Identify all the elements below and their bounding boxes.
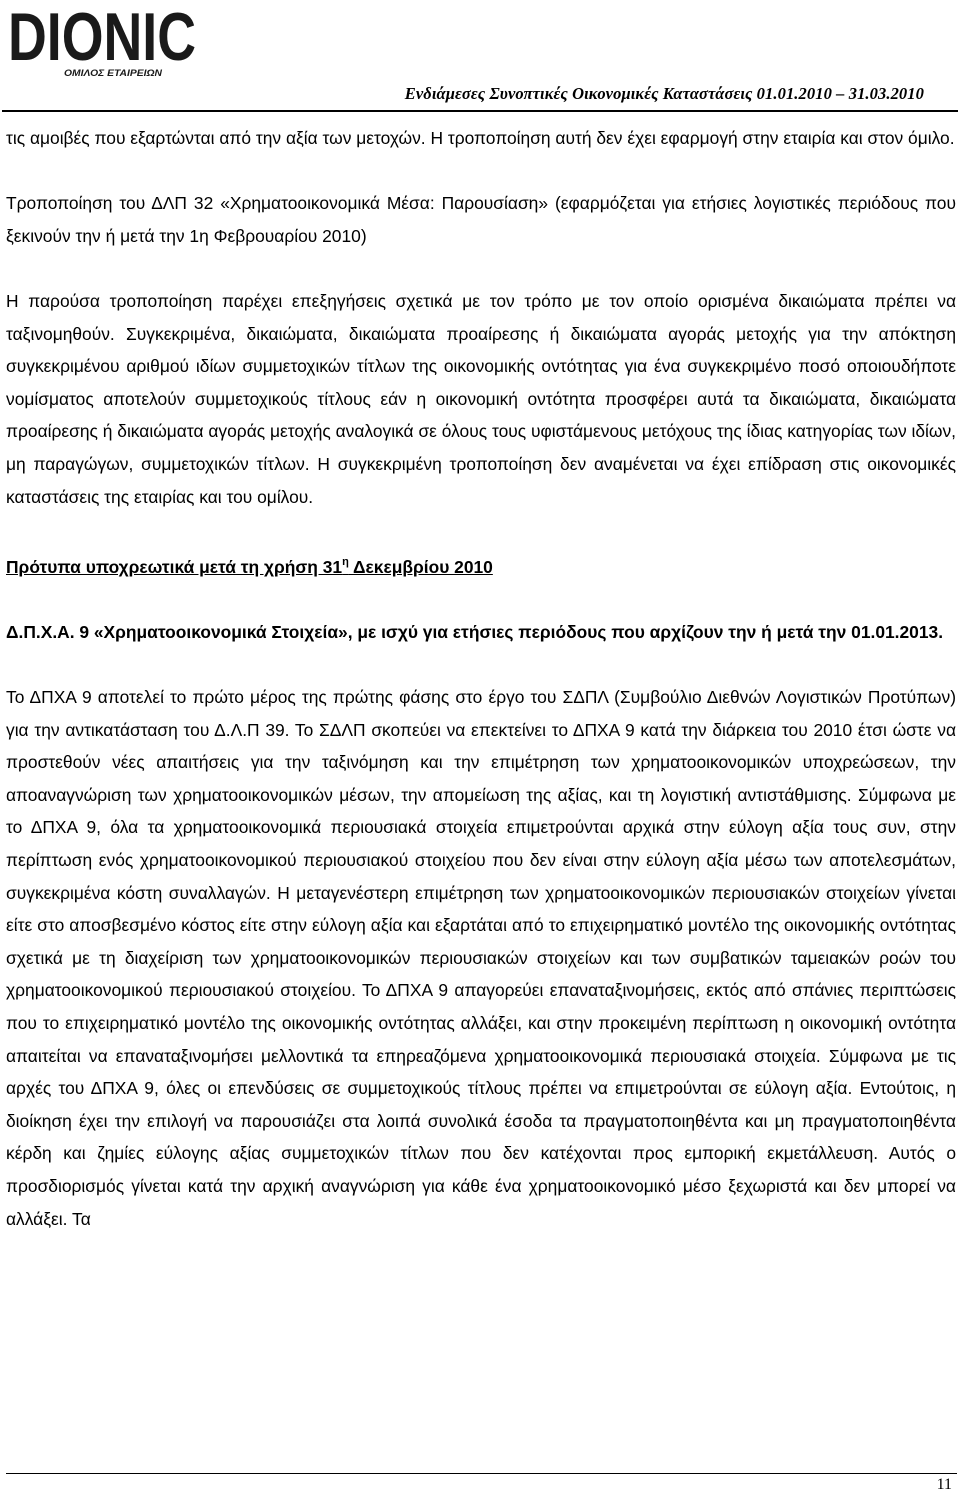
section-heading: [6, 546, 956, 584]
continuation-paragraph: τις αμοιβές που εξαρτώνται από την αξία των μετοχών. Η τροποποίηση αυτή δεν έχει εφαρμογή στην εταιρία και στον όμιλο.: [6, 128, 955, 148]
amendment-heading: Τροποποίηση του ΔΛΠ 32 «Χρηματοοικονομικά Μέσα: Παρουσίαση» (εφαρμόζεται για ετήσιες λογιστικές περιόδους που ξεκινούν την ή μετά την 1η Φεβρουαρίου 2010): [6, 193, 956, 246]
header-divider: [2, 110, 958, 112]
section-heading-superscript: η: [342, 555, 349, 568]
section-heading-text: Πρότυπα υποχρεωτικά μετά τη χρήση 31: [6, 556, 343, 577]
page-number: 11: [936, 1476, 952, 1493]
dionic-logo: [6, 2, 206, 80]
logo-subtitle: ΟΜΙΛΟΣ ΕΤΑΙΡΕΙΩΝ: [64, 68, 164, 79]
amendment-paragraph: Η παρούσα τροποποίηση παρέχει επεξηγήσεις σχετικά με τον τρόπο με τον οποίο ορισμένα δικαιώματα πρέπει να ταξινομηθούν. Συγκεκριμένα, δικαιώματα, δικαιώματα προαίρεσης ή δικαιώματα αγοράς μετοχής για την απόκτηση συγκεκριμένου αριθμού ιδίων συμμετοχικών τίτλων της οικονομικής οντότητας για ένα συγκεκριμένο ποσό οποιουδήποτε νομίσματος αποτελούν συμμετοχικούς τίτλους εάν η οικονομική οντότητα προσφέρει αυτά τα δικαιώματα, δικαιώματα προαίρεσης ή δικαιώματα αγοράς μετοχής αναλογικά σε όλους τους υφιστάμενους μετόχους της ίδιας κατηγορίας των ιδίων, μη παραγώγων, συμμετοχικών τίτλων. Η συγκεκριμένη τροποποίηση δεν αναμένεται να έχει επίδραση στις οικονομικές καταστάσεις της εταιρίας και του ομίλου.: [6, 290, 956, 507]
report-title: Ενδιάμεσες Συνοπτικές Οικονομικές Καταστάσεις 01.01.2010 – 31.03.2010: [404, 84, 924, 103]
section-heading-text-end: Δεκεμβρίου 2010: [348, 556, 493, 577]
dionic-logo-graphic: [6, 2, 206, 80]
footer-divider: [6, 1473, 957, 1474]
ifrs9-paragraph: Το ΔΠΧΑ 9 αποτελεί το πρώτο μέρος της πρώτης φάσης στο έργο του ΣΔΠΛ (Συμβούλιο Διεθνών Λογιστικών Προτύπων) για την αντικατάσταση του Δ.Λ.Π 39. Το ΣΔΛΠ σκοπεύει να επεκτείνει το ΔΠΧΑ 9 κατά την διάρκεια του 2010 έτσι ώστε να προστεθούν νέες απαιτήσεις για την ταξινόμηση και την επιμέτρηση των χρηματοοικονομικών υποχρεώσεων, την αποαναγνώριση των χρηματοοικονομικών μέσων, την απομείωση της αξίας, και τη λογιστική αντιστάθμισης. Σύμφωνα με το ΔΠΧΑ 9, όλα τα χρηματοοικονομικά περιουσιακά στοιχεία επιμετρούνται αρχικά στην εύλογη αξία τους συν, στην περίπτωση ενός χρηματοοικονομικού περιουσιακού στοιχείου που δεν είναι στην εύλογη αξία μέσω των αποτελεσμάτων, συγκεκριμένα κόστη συναλλαγών. Η μεταγενέστερη επιμέτρηση των χρηματοοικονομικών περιουσιακών στοιχείων γίνεται είτε στο αποσβεσμένο κόστος είτε στην εύλογη αξία και εξαρτάται από το επιχειρηματικό μοντέλο της οικονομικής οντότητας σχετικά με τη διαχείριση των χρηματοοικονομικών περιουσιακών στοιχείων και των συμβατικών ταμειακών ροών του χρηματοοικονομικού περιουσιακού στοιχείου. Το ΔΠΧΑ 9 απαγορεύει επαναταξινομήσεις, εκτός από σπάνιες περιπτώσεις που το επιχειρηματικό μοντέλο της οικονομικής οντότητας αλλάξει, και στην προκειμένη περίπτωση η οικονομική οντότητα απαιτείται να επαναταξινομήσει μελλοντικά τα επηρεαζόμενα χρηματοοικονομικά περιουσιακά στοιχεία. Σύμφωνα με τις αρχές του ΔΠΧΑ 9, όλες οι επενδύσεις σε συμμετοχικούς τίτλους πρέπει να επιμετρούνται σε εύλογη αξία. Εντούτοις, η διοίκηση έχει την επιλογή να παρουσιάζει στα λοιπά συνολικά έσοδα τα πραγματοποιηθέντα και μη πραγματοποιηθέντα κέρδη και ζημίες εύλογης αξίας συμμετοχικών τίτλων που δεν κατέχονται προς εμπορική εκμετάλλευση. Αυτός ο προσδιορισμός γίνεται κατά την αρχική αναγνώριση για κάθε ένα χρηματοοικονομικό μέσο ξεχωριστά και δεν μπορεί να αλλάξει. Τα: [6, 687, 956, 1229]
page-content: [6, 122, 956, 1235]
ifrs9-heading: Δ.Π.Χ.Α. 9 «Χρηματοοικονομικά Στοιχεία», με ισχύ για ετήσιες περιόδους που αρχίζουν την ή μετά την 01.01.2013.: [6, 621, 944, 642]
logo-wordmark: DIONIC: [8, 2, 196, 75]
